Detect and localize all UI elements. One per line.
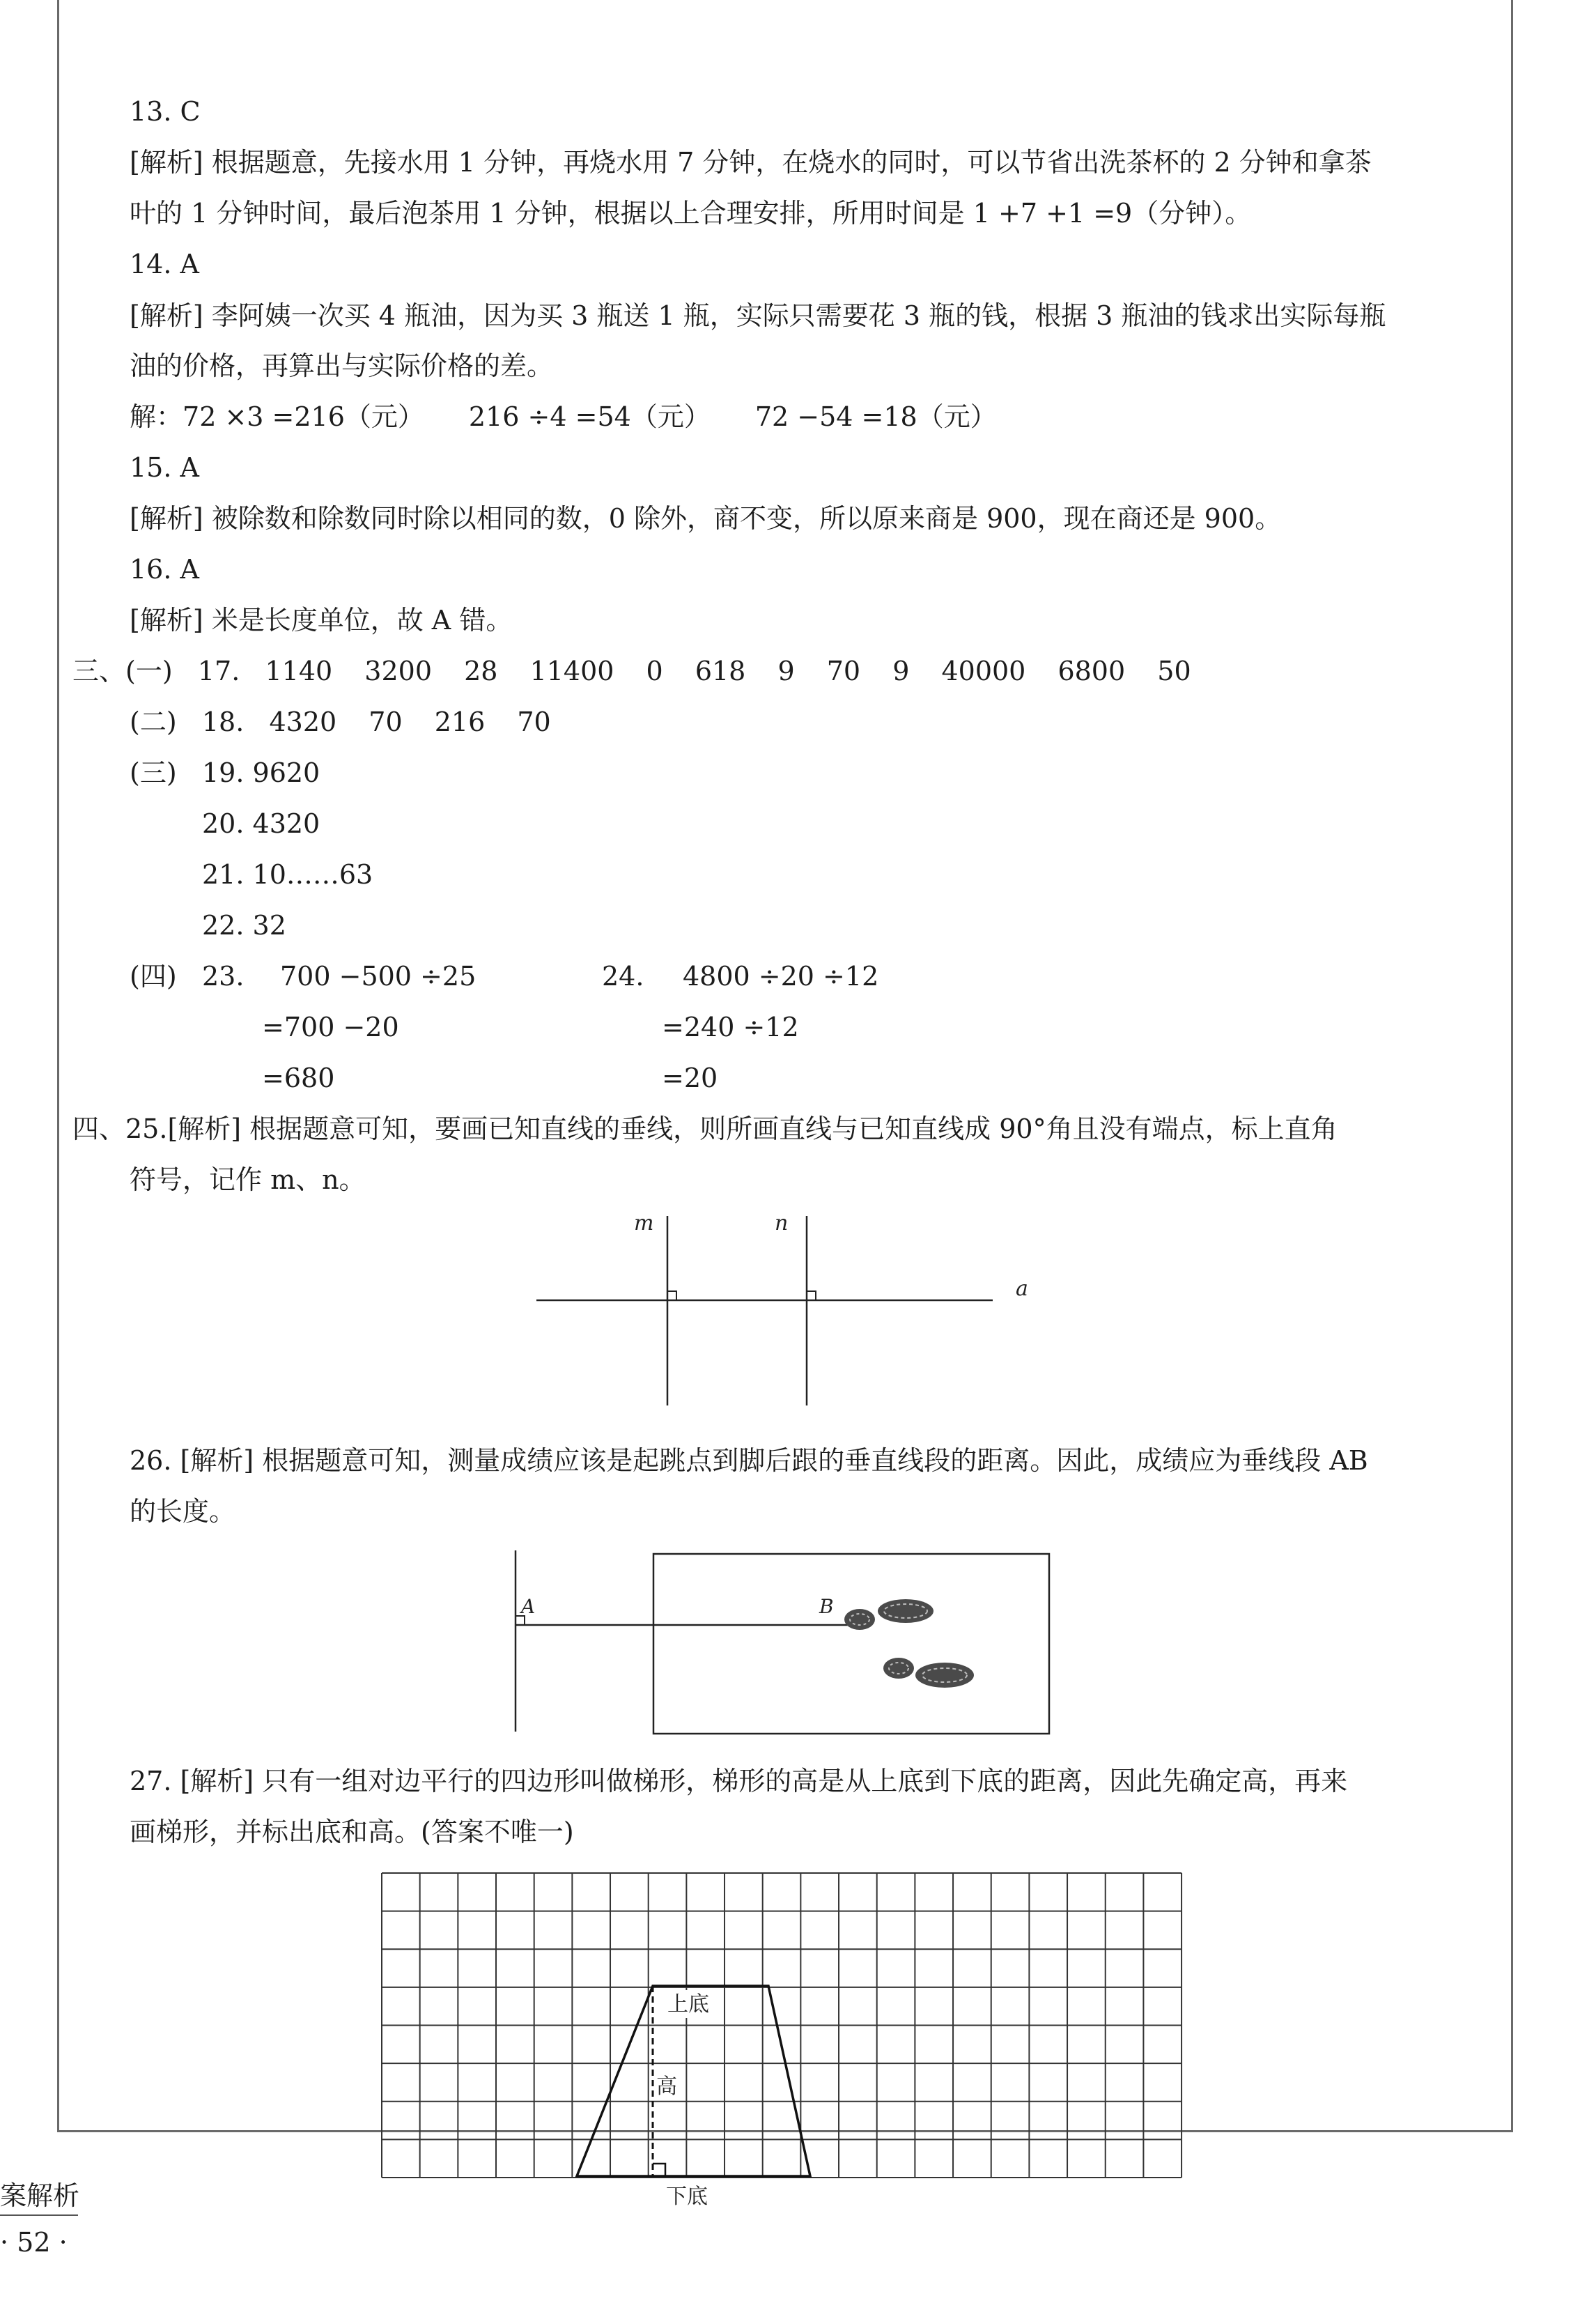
sand-pit [653, 1554, 1049, 1734]
top-base-label: 上底 [667, 1992, 709, 2017]
q26-label: 26. [130, 1445, 172, 1476]
q17-value: 9 [777, 656, 795, 686]
q17-value: 11400 [529, 656, 614, 686]
q14-answer: 14. A [130, 249, 199, 279]
q17-value: 0 [646, 656, 663, 686]
bottom-base-label: 下底 [666, 2185, 708, 2209]
q22-value: 32 [252, 910, 286, 941]
q19 [202, 755, 320, 791]
q14-step-1: 72 ×3 =216（元） [183, 401, 424, 432]
q13-analysis-line1: [解析] 根据题意，先接水用 1 分钟，再烧水用 7 分钟，在烧水的同时，可以节省出洗茶杯的 2 分钟和拿茶 [130, 147, 1372, 178]
right-angle-mark [653, 2164, 665, 2176]
q14-solution-label: 解： [130, 401, 183, 432]
q23-line3: =680 [262, 1063, 335, 1093]
q17-value: 618 [695, 656, 746, 686]
q19-value: 9620 [252, 757, 320, 788]
grid [382, 1873, 1181, 2178]
q19-number: 19. [202, 757, 245, 788]
right-angle-mark [807, 1291, 816, 1300]
q22-number: 22. [202, 910, 245, 941]
q13-answer: 13. C [130, 96, 201, 127]
q13-analysis-line2: 叶的 1 分钟时间，最后泡茶用 1 分钟，根据以上合理安排，所用时间是 1 +7 +1 =9（分钟）。 [130, 198, 1252, 229]
q21 [202, 856, 373, 893]
point-b-label: B [819, 1595, 834, 1618]
q18-value: 70 [517, 707, 551, 737]
section3-part4-label: (四) [130, 961, 177, 992]
section3-part3-label: (三) [130, 757, 177, 788]
q17-value: 3200 [364, 656, 433, 686]
label-n: n [775, 1211, 789, 1235]
q24-line2: =240 ÷12 [662, 1012, 799, 1042]
q18-value: 216 [434, 707, 486, 737]
q18-number: 18. [201, 707, 245, 737]
q26-analysis-line1: 26. [解析] 根据题意可知，测量成绩应该是起跳点到脚后跟的垂直线段的距离。因此，成绩应为垂线段 AB [130, 1445, 1368, 1476]
q15-answer: 15. A [130, 452, 199, 483]
section3-part1 [72, 653, 1191, 689]
label-a: a [1016, 1277, 1028, 1301]
q22 [202, 907, 286, 943]
q23-line2: =700 −20 [262, 1012, 399, 1042]
trapezoid-grid-figure [380, 1873, 1193, 2209]
q17-value: 1140 [265, 656, 333, 686]
page-number: · 52 · [0, 2227, 68, 2258]
perpendicular-lines-figure [529, 1209, 1059, 1411]
footer-rule [0, 2214, 78, 2216]
q24-number: 24. [602, 961, 644, 992]
q27-analysis-line2: 画梯形，并标出底和高。(答案不唯一) [130, 1817, 574, 1847]
q20 [202, 806, 320, 842]
point-a-label: A [521, 1595, 536, 1618]
q18-value: 70 [369, 707, 403, 737]
q21-value: 10……63 [252, 859, 373, 890]
q17-value: 50 [1157, 656, 1191, 686]
footprint-icon [883, 1658, 974, 1688]
q23-number: 23. [202, 961, 245, 992]
footprint-icon [844, 1599, 933, 1630]
footer-label: 案解析 [0, 2180, 80, 2211]
q24-line1: 4800 ÷20 ÷12 [683, 961, 879, 992]
section3-label: 三、 [72, 656, 126, 686]
q25-analysis-line2: 符号，记作 m、n。 [130, 1164, 366, 1195]
long-jump-figure [509, 1547, 1059, 1742]
section3-part2 [130, 704, 551, 740]
q14-step-3: 72 −54 =18（元） [754, 401, 997, 432]
q16-analysis: [解析] 米是长度单位，故 A 错。 [130, 605, 513, 635]
q27-label: 27. [130, 1766, 172, 1796]
q23-line1: 700 −500 ÷25 [280, 961, 477, 992]
q18-value: 4320 [269, 707, 337, 737]
q27-analysis-line1: 27. [解析] 只有一组对边平行的四边形叫做梯形，梯形的高是从上底到下底的距离，因此先确定高，再来 [130, 1766, 1348, 1796]
q14-analysis-line1: [解析] 李阿姨一次买 4 瓶油，因为买 3 瓶送 1 瓶，实际只需要花 3 瓶的钱，根据 3 瓶油的钱求出实际每瓶 [130, 300, 1386, 331]
q26-analysis-line2: 的长度。 [130, 1496, 236, 1527]
q20-value: 4320 [252, 808, 320, 839]
part2-label: (二) [130, 707, 177, 737]
q24-line3: =20 [662, 1063, 718, 1093]
q14-analysis-line2: 油的价格，再算出与实际价格的差。 [130, 350, 554, 381]
label-m: m [634, 1211, 654, 1235]
q25-analysis-line1: 四、25.[解析] 根据题意可知，要画已知直线的垂线，则所画直线与已知直线成 90°角且没有端点，标上直角 [72, 1114, 1338, 1144]
q17-value: 9 [892, 656, 910, 686]
q17-value: 70 [826, 656, 861, 686]
q17-value: 40000 [941, 656, 1026, 686]
q20-number: 20. [202, 808, 245, 839]
q14-step-2: 216 ÷4 =54（元） [468, 401, 711, 432]
q17-value: 6800 [1057, 656, 1126, 686]
q25-label: 四、25. [72, 1114, 168, 1144]
part1-label: (一) [125, 656, 173, 686]
q17-number: 17. [197, 656, 240, 686]
q15-analysis: [解析] 被除数和除数同时除以相同的数，0 除外，商不变，所以原来商是 900，现在商还是 900。 [130, 503, 1282, 534]
q14-solution [130, 399, 997, 435]
q21-number: 21. [202, 859, 245, 890]
height-label: 高 [656, 2074, 677, 2099]
q16-answer: 16. A [130, 554, 199, 585]
right-angle-mark [667, 1291, 676, 1300]
q17-value: 28 [464, 656, 498, 686]
